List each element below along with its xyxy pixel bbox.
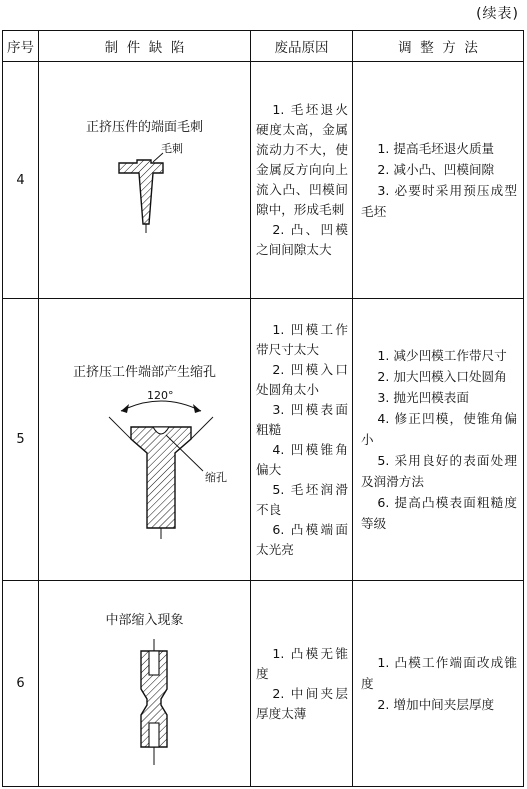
fix-list [353, 138, 523, 222]
burr-drawing [111, 136, 191, 236]
defect-cell [39, 62, 251, 299]
cause-cell [251, 62, 353, 299]
header-no: 序号 [3, 31, 39, 62]
defect-cell [39, 299, 251, 581]
burr-label: 毛刺 [161, 142, 183, 155]
header-row [3, 31, 524, 62]
header-defect: 制 件 缺 陷 [39, 31, 251, 62]
table-row [3, 299, 524, 581]
angle-label: 120° [147, 389, 174, 402]
defect-table [2, 30, 524, 787]
fix-item: 2. 加大凹模入口处圆角 [377, 369, 507, 384]
row-number: 5 [3, 299, 39, 581]
fix-item: 3. 必要时采用预压成型毛坯 [361, 183, 517, 219]
defect-cell [39, 581, 251, 787]
cause-item: 3. 凹模表面粗糙 [256, 401, 348, 437]
table-row [3, 581, 524, 787]
cause-item: 2. 凹模入口处圆角太小 [256, 361, 348, 397]
table-row [3, 62, 524, 299]
cause-item: 1. 毛坯退火硬度太高，金属流动力不大，使金属反方向向上流入凸、凹模间隙中，形成毛刺 [256, 102, 348, 217]
fix-item: 1. 提高毛坯退火质量 [377, 141, 495, 156]
defect-title: 中部缩入现象 [105, 613, 184, 628]
cause-item: 4. 凹模锥角偏大 [256, 441, 348, 477]
fix-cell [353, 299, 524, 581]
defect-title: 正挤压件的端面毛刺 [85, 120, 203, 135]
header-fix: 调 整 方 法 [353, 31, 524, 62]
cause-item: 1. 凹模工作带尺寸太大 [256, 321, 348, 357]
cause-item: 2. 中间夹层厚度太薄 [256, 685, 348, 721]
cause-cell [251, 299, 353, 581]
cause-item: 6. 凸模端面太光亮 [256, 521, 348, 557]
row-number: 4 [3, 62, 39, 299]
cause-item: 2. 凸、凹模之间间隙太大 [256, 222, 348, 257]
cause-item: 5. 毛坯润滑不良 [256, 481, 348, 517]
fix-item: 5. 采用良好的表面处理及润滑方法 [361, 453, 517, 489]
fix-item: 4. 修正凹模，使锥角偏小 [361, 411, 517, 447]
fix-cell [353, 581, 524, 787]
necking-drawing [119, 631, 189, 771]
fix-item: 6. 提高凸模表面粗糙度等级 [361, 495, 517, 531]
cause-item: 1. 凸模无锥度 [256, 645, 348, 681]
header-cause: 废品原因 [251, 31, 353, 62]
cause-list [251, 644, 352, 724]
cause-list [251, 320, 352, 560]
cause-cell [251, 581, 353, 787]
fix-item: 3. 抛光凹模表面 [377, 390, 469, 405]
fix-item: 2. 增加中间夹层厚度 [377, 697, 495, 712]
cause-list [251, 100, 352, 260]
row-number: 6 [3, 581, 39, 787]
fix-item: 2. 减小凸、凹模间隙 [377, 162, 495, 177]
fix-list [353, 652, 523, 715]
shrinkage-hole-label: 缩孔 [205, 471, 227, 484]
defect-title: 正挤压工件端部产生缩孔 [72, 365, 216, 380]
continued-label: (续表) [476, 6, 519, 22]
fix-list [353, 345, 523, 534]
fix-item: 1. 凸模工作端面改成锥度 [361, 655, 517, 691]
fix-item: 1. 减少凹模工作带尺寸 [377, 348, 507, 363]
shrinkage-hole-drawing [91, 383, 241, 543]
fix-cell [353, 62, 524, 299]
